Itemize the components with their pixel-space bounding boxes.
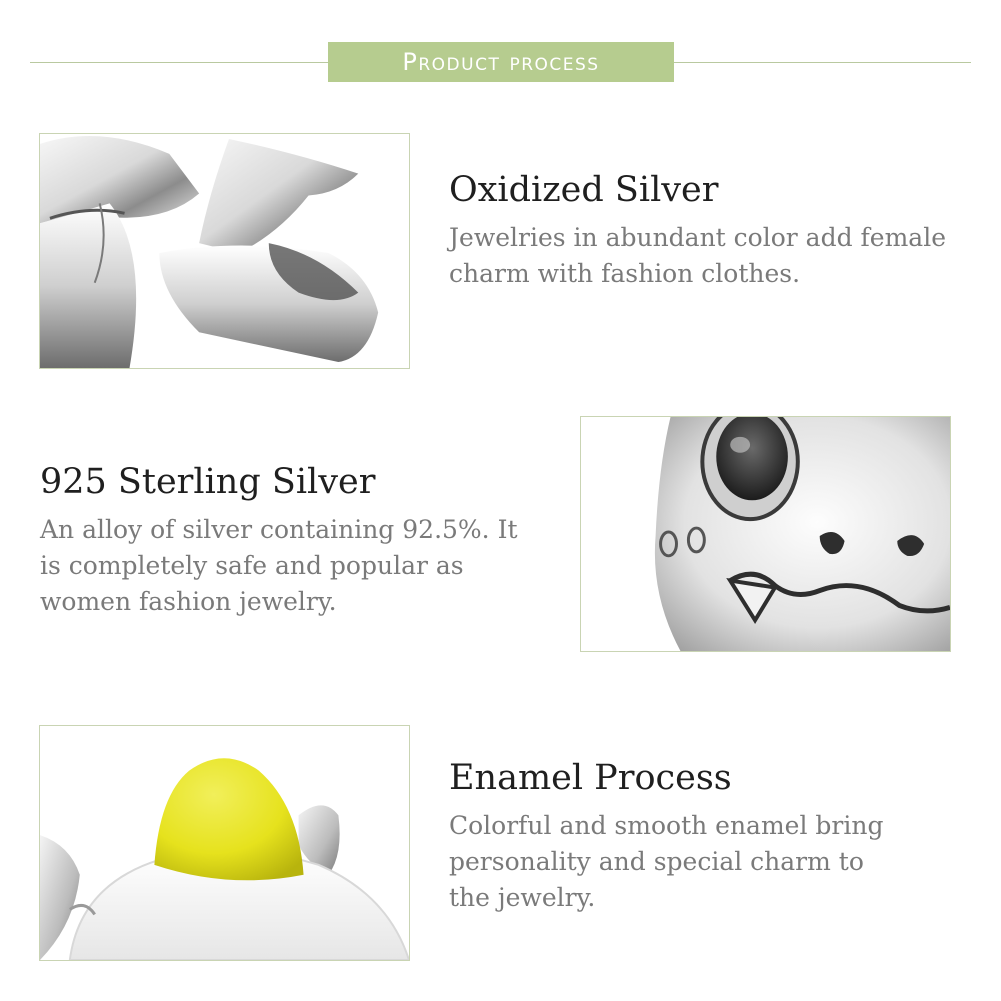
sterling-silver-product-photo <box>580 416 951 652</box>
feature-description <box>40 512 530 620</box>
description-line: An alloy of silver containing 92.5%. It <box>40 515 518 545</box>
description-line: personality and special charm to <box>449 847 864 877</box>
oxidized-silver-product-photo <box>39 133 410 369</box>
header-divider-left <box>30 62 328 63</box>
feature-oxidized-silver <box>449 170 949 292</box>
section-header-banner <box>328 42 674 82</box>
section-header-title: Product process <box>402 48 600 76</box>
enamel-illustration <box>40 726 409 960</box>
feature-title: 925 Sterling Silver <box>40 462 376 502</box>
feature-description <box>449 808 949 916</box>
feature-enamel-process <box>449 758 949 916</box>
feature-description <box>449 220 949 292</box>
description-line: women fashion jewelry. <box>40 587 337 617</box>
description-line: charm with fashion clothes. <box>449 259 801 289</box>
description-line: Colorful and smooth enamel bring <box>449 811 884 841</box>
silver-spikes-illustration <box>40 134 409 368</box>
silver-face-illustration <box>581 417 950 651</box>
description-line: is completely safe and popular as <box>40 551 464 581</box>
description-line: Jewelries in abundant color add female <box>449 223 946 253</box>
description-line: the jewelry. <box>449 883 596 913</box>
feature-title: Oxidized Silver <box>449 170 719 210</box>
header-divider-right <box>674 62 971 63</box>
feature-title: Enamel Process <box>449 758 732 798</box>
enamel-product-photo <box>39 725 410 961</box>
feature-sterling-silver <box>40 462 530 620</box>
